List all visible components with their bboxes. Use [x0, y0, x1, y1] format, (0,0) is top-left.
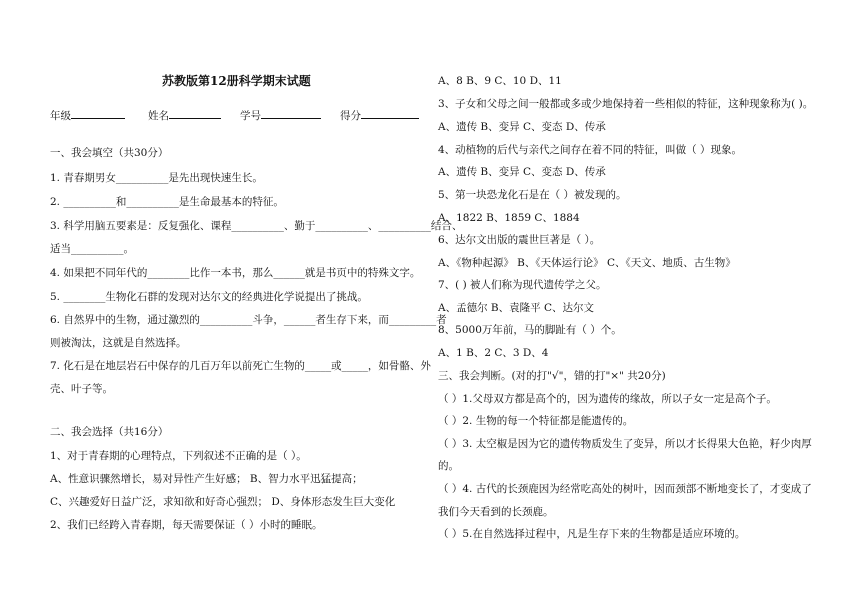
score-field[interactable] — [340, 107, 419, 123]
score-blank[interactable] — [361, 107, 419, 119]
id-label: 学号 — [240, 110, 261, 122]
score-label: 得分 — [340, 110, 361, 122]
right-line: A、孟德尔 B、袁隆平 C、达尔文 — [438, 302, 595, 314]
right-line: A、1822 B、1859 C、1884 — [438, 212, 580, 224]
id-blank[interactable] — [261, 107, 321, 119]
grade-label: 年级 — [50, 110, 71, 122]
left-line: A、性意识骤然增长，易对异性产生好感； B、智力水平迅猛提高； — [50, 473, 363, 485]
left-line: 适当__________。 — [50, 243, 134, 255]
left-line: 3. 科学用脑五要素是：反复强化、课程__________、勤于__________、__________结合、 — [50, 220, 463, 232]
right-line: （ ）4. 古代的长颈鹿因为经常吃高处的树叶，因而颈部不断地变长了，才变成了 — [438, 483, 812, 495]
right-line: （ ）5.在自然选择过程中，凡是生存下来的生物都是适应环境的。 — [438, 528, 746, 540]
left-line: 2、我们已经跨入青春期，每天需要保证（ ）小时的睡眠。 — [50, 519, 323, 531]
left-line: 则被淘汰，这就是自然选择。 — [50, 337, 187, 349]
left-line: 5. ________生物化石群的发现对达尔文的经典进化学说提出了挑战。 — [50, 291, 368, 303]
left-line: 1. 青春期男女__________是先出现快速生长。 — [50, 172, 263, 184]
right-line: A、《物种起源》 B、《天体运行论》 C、《天文、地质、古生物》 — [438, 257, 736, 269]
right-line: 我们今天看到的长颈鹿。 — [438, 506, 554, 518]
name-label: 姓名 — [148, 110, 169, 122]
right-line: 6、达尔文出版的震世巨著是（ ）。 — [438, 234, 601, 246]
left-line: 壳、叶子等。 — [50, 383, 113, 395]
grade-field[interactable] — [50, 107, 125, 123]
page-title: 苏教版第12册科学期末试题 — [162, 74, 311, 88]
right-line: （ ）3. 太空椒是因为它的遗传物质发生了变异，所以才长得果大色艳，籽少肉厚 — [438, 438, 812, 450]
right-line: A、遗传 B、变异 C、变态 D、传承 — [438, 166, 606, 178]
left-line: C、兴趣爱好日益广泛，求知欲和好奇心强烈； D、身体形态发生巨大变化 — [50, 496, 396, 508]
right-line: 8、5000万年前，马的脚趾有（ ）个。 — [438, 324, 622, 336]
right-line: A、1 B、2 C、3 D、4 — [438, 347, 549, 359]
right-line: （ ）1.父母双方都是高个的，因为遗传的缘故，所以子女一定是高个子。 — [438, 393, 777, 405]
id-field[interactable] — [240, 107, 321, 123]
left-line: 6. 自然界中的生物，通过激烈的__________斗争，______者生存下来，而_________者 — [50, 314, 447, 326]
left-line: 1、对于青春期的心理特点，下列叙述不正确的是（ ）。 — [50, 450, 307, 462]
left-line: 4. 如果把不同年代的________比作一本书，那么______就是书页中的特殊文字。 — [50, 267, 421, 279]
left-line: 7. 化石是在地层岩石中保存的几百万年以前死亡生物的_____或_____，如骨骼、外 — [50, 360, 431, 372]
grade-blank[interactable] — [71, 107, 125, 119]
name-blank[interactable] — [169, 107, 221, 119]
right-line: 的。 — [438, 460, 459, 472]
left-line: 一、我会填空（共30分） — [50, 147, 169, 159]
left-line: 2. __________和__________是生命最基本的特征。 — [50, 196, 284, 208]
name-field[interactable] — [148, 107, 221, 123]
left-line: 二、我会选择（共16分） — [50, 426, 169, 438]
right-line: 7、( ) 被人们称为现代遗传学之父。 — [438, 279, 607, 291]
right-line: （ ）2. 生物的每一个特征都是能遗传的。 — [438, 415, 634, 427]
right-line: A、遗传 B、变异 C、变态 D、传承 — [438, 121, 606, 133]
right-line: 三、我会判断。(对的打"√"，错的打"×" 共20分) — [438, 370, 666, 382]
right-line: 5、第一块恐龙化石是在（ ）被发现的。 — [438, 189, 627, 201]
right-line: A、8 B、9 C、10 D、11 — [438, 75, 562, 87]
right-line: 4、动植物的后代与亲代之间存在着不同的特征，叫做（ ）现象。 — [438, 144, 743, 156]
right-line: 3、子女和父母之间一般都或多或少地保持着一些相似的特征，这种现象称为( )。 — [438, 98, 814, 110]
